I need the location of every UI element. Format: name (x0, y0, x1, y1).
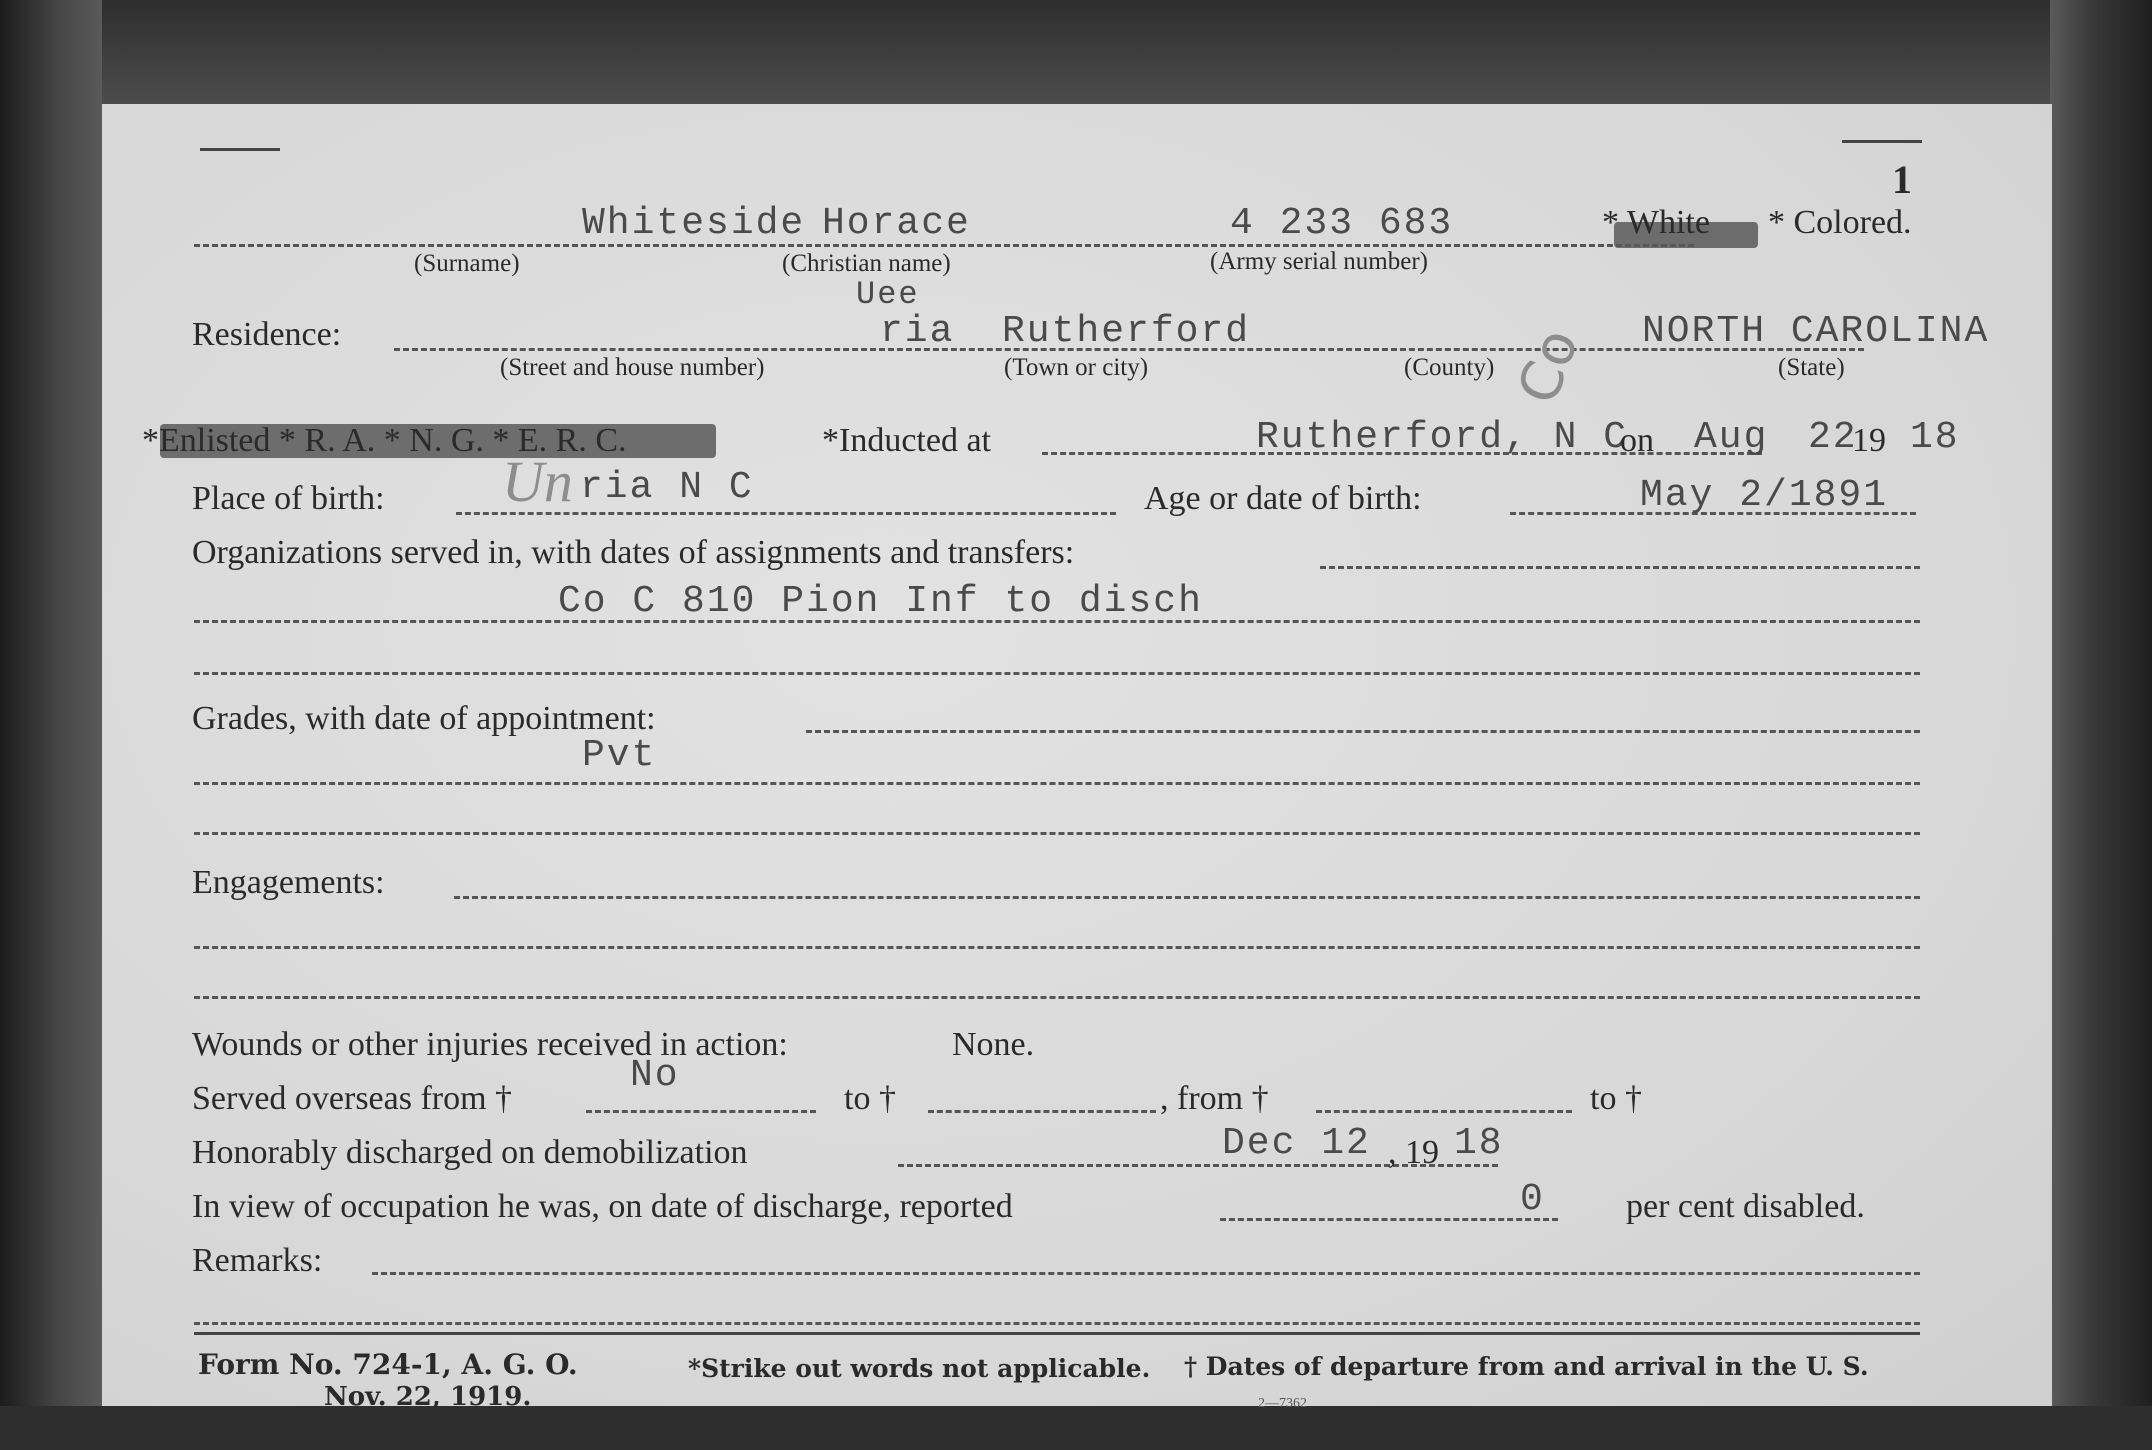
discharge-year-prefix: , 19 (1388, 1134, 1439, 1171)
place-of-birth-value: ria N C (580, 466, 754, 509)
date-of-birth-value: May 2/1891 (1640, 474, 1889, 517)
draft-record-card (102, 104, 2052, 1412)
christian-name-value: Horace (822, 202, 971, 245)
engagements-line-1 (454, 896, 1920, 899)
place-of-birth-handwritten: Un (502, 449, 573, 514)
top-right-rule (1842, 140, 1922, 143)
place-of-birth-label: Place of birth: (192, 480, 385, 517)
overseas-to-label: to † (844, 1080, 896, 1117)
grades-line-3 (194, 832, 1920, 835)
state-value: NORTH CAROLINA (1642, 310, 1990, 353)
overseas-from-line (586, 1110, 816, 1113)
served-overseas-value: No (630, 1054, 680, 1097)
county-handwritten: Co (1505, 320, 1592, 413)
residence-town-prefix-typed: Uee (856, 276, 920, 313)
percent-disabled-value: 0 (1520, 1178, 1545, 1221)
dates-note: † Dates of departure from and arrival in the U. S. (1184, 1352, 1869, 1381)
occupation-line (1220, 1218, 1558, 1221)
organizations-line-2 (194, 620, 1920, 623)
served-overseas-label: Served overseas from † (192, 1080, 513, 1117)
wounds-label: Wounds or other injuries received in action: (192, 1026, 788, 1063)
card-number: 1 (1892, 157, 1912, 202)
engagements-line-2 (194, 946, 1920, 949)
grades-line-2 (194, 782, 1920, 785)
organizations-line-3 (194, 672, 1920, 675)
occupation-label: In view of occupation he was, on date of discharge, reported (192, 1188, 1013, 1225)
organizations-line-1 (1320, 566, 1920, 569)
inducted-place-value: Rutherford, N C (1256, 416, 1629, 459)
age-or-dob-label: Age or date of birth: (1144, 480, 1422, 517)
discharged-label: Honorably discharged on demobilization (192, 1134, 748, 1171)
state-label: (State) (1778, 354, 1845, 381)
residence-town-value: ria (880, 310, 955, 353)
discharge-date-value: Dec 12 (1222, 1122, 1371, 1165)
christian-name-label: (Christian name) (782, 250, 951, 277)
form-date: Nov. 22, 1919. (324, 1382, 532, 1412)
remarks-label: Remarks: (192, 1242, 323, 1279)
army-serial-label: (Army serial number) (1210, 248, 1428, 275)
engagements-label: Engagements: (192, 864, 385, 901)
form-number: Form No. 724-1, A. G. O. (198, 1348, 578, 1381)
army-serial-value: 4 233 683 (1230, 202, 1454, 245)
inducted-year-value: 18 (1910, 416, 1960, 459)
inducted-year-prefix: 19 (1852, 422, 1886, 459)
inducted-day-value: 22 (1808, 416, 1858, 459)
surname-label: (Surname) (414, 250, 520, 277)
engagements-line-3 (194, 996, 1920, 999)
strike-note: *Strike out words not applicable. (688, 1354, 1151, 1383)
street-label: (Street and house number) (500, 354, 765, 381)
residence-city-value: Rutherford (1002, 310, 1251, 353)
organizations-value: Co C 810 Pion Inf to disch (558, 580, 1203, 623)
town-label: (Town or city) (1004, 354, 1149, 381)
grades-line-1 (806, 730, 1920, 733)
organizations-label: Organizations served in, with dates of assignments and transfers: (192, 534, 1075, 571)
grade-value: Pvt (582, 734, 657, 777)
discharge-year-value: 18 (1454, 1122, 1504, 1165)
scan-background-top (0, 0, 2152, 104)
top-left-rule (200, 148, 280, 151)
surname-value: Whiteside (582, 202, 806, 245)
residence-label: Residence: (192, 316, 342, 353)
county-label: (County) (1404, 354, 1495, 381)
overseas-to2-label: to † (1590, 1080, 1642, 1117)
footer-rule (194, 1332, 1920, 1335)
scan-background-bottom (0, 1406, 2152, 1450)
overseas-from2-line (1316, 1110, 1572, 1113)
per-cent-disabled-label: per cent disabled. (1626, 1188, 1865, 1225)
on-label: on (1620, 422, 1654, 459)
inducted-at-label: *Inducted at (822, 422, 991, 459)
enlisted-options: *Enlisted * R. A. * N. G. * E. R. C. (142, 422, 627, 459)
print-code: 2—7362 (1258, 1396, 1307, 1411)
scan-background-left (0, 0, 102, 1450)
overseas-to-line (928, 1110, 1156, 1113)
remarks-line-2 (194, 1322, 1920, 1325)
grades-label: Grades, with date of appointment: (192, 700, 656, 737)
remarks-line-1 (372, 1272, 1920, 1275)
race-white-option: * White (1602, 204, 1710, 241)
overseas-from2-label: , from † (1160, 1080, 1269, 1117)
wounds-value: None. (952, 1026, 1035, 1063)
scan-background-right (2050, 0, 2152, 1450)
inducted-month-value: Aug (1694, 416, 1769, 459)
race-colored-option: * Colored. (1768, 204, 1912, 241)
